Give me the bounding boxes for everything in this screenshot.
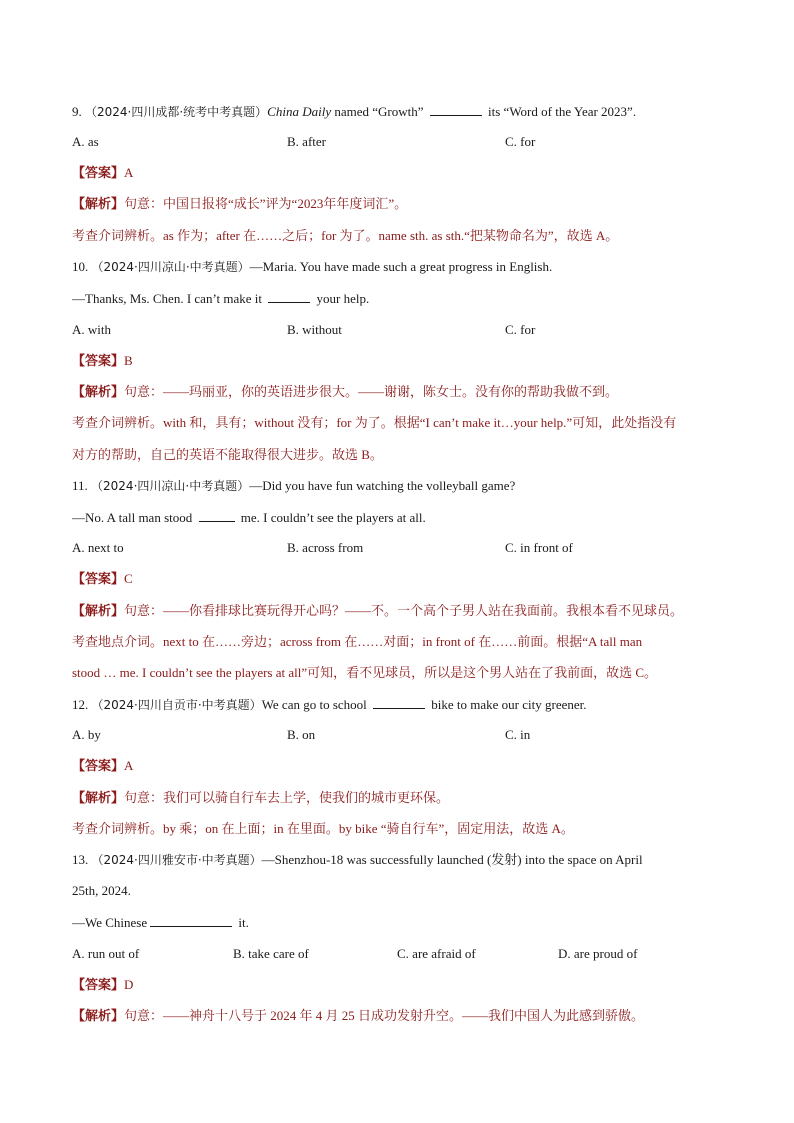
question-9-stem	[72, 103, 636, 120]
answer-blank	[373, 696, 425, 709]
analysis-text: 对方的帮助，自己的英语不能取得很大进步。故选 B。	[72, 447, 383, 462]
question-11-reply	[72, 509, 426, 526]
question-text: 25th, 2024.	[72, 883, 131, 898]
question-text: —Shenzhou-18 was successfully launched (发射) into the space on April	[261, 852, 643, 867]
question-13-reply	[72, 914, 249, 931]
analysis-line	[72, 384, 618, 401]
question-10-reply	[72, 290, 369, 307]
question-source: （2024·四川凉山·中考真题）	[91, 260, 250, 274]
analysis-tag: 【解析】	[72, 197, 125, 212]
question-number: 11.	[72, 478, 88, 493]
option-b: B. without	[287, 322, 342, 337]
question-number: 10.	[72, 259, 89, 274]
question-text: it.	[235, 915, 249, 930]
question-text: —Thanks, Ms. Chen. I can’t make it	[72, 291, 266, 306]
option-c: C. for	[505, 134, 536, 149]
answer-value: A	[124, 165, 134, 180]
answer-blank	[268, 290, 310, 303]
analysis-text: 句意：我们可以骑自行车去上学，使我们的城市更环保。	[124, 790, 450, 805]
question-number: 12.	[72, 697, 89, 712]
analysis-text: 句意：——神舟十八号于 2024 年 4 月 25 日成功发射升空。——我们中国人为此感到骄傲。	[124, 1008, 645, 1023]
question-text-italic: China Daily	[267, 104, 332, 119]
question-13-stem	[72, 852, 643, 868]
question-text: —We Chinese	[72, 915, 148, 930]
answer-tag: 【答案】	[72, 572, 125, 587]
analysis-tag: 【解析】	[72, 1009, 125, 1024]
question-text: bike to make our city greener.	[428, 697, 587, 712]
answer-tag: 【答案】	[72, 759, 125, 774]
answer-line	[72, 353, 133, 370]
question-source: （2024·四川成都·统考中考真题）	[85, 105, 268, 119]
answer-line	[72, 977, 133, 994]
option-d: D. are proud of	[558, 946, 638, 961]
question-text: me. I couldn’t see the players at all.	[237, 510, 426, 525]
answer-value: D	[124, 977, 134, 992]
analysis-tag: 【解析】	[72, 385, 125, 400]
answer-value: C	[124, 571, 133, 586]
analysis-line	[72, 603, 683, 620]
analysis-text: 考查介词辨析。with 和，具有；without 没有；for 为了。根据“I can’t make it…your help.”可知，此处指没有	[72, 415, 677, 430]
analysis-text: 考查介词辨析。as 作为；after 在……之后；for 为了。name sth. as sth.“把某物命名为”，故选 A。	[72, 228, 619, 243]
answer-tag: 【答案】	[72, 166, 125, 181]
option-c: C. for	[505, 322, 536, 337]
option-b: B. across from	[287, 540, 364, 555]
option-a: A. next to	[72, 540, 124, 555]
option-b: B. on	[287, 727, 316, 742]
analysis-text: stood … me. I couldn’t see the players at all”可知，看不见球员，所以是这个男人站在了我前面，故选 C。	[72, 665, 658, 680]
answer-blank	[430, 103, 482, 116]
question-number: 9.	[72, 104, 82, 119]
analysis-text: 句意：——你看排球比赛玩得开心吗？——不。一个高个子男人站在我面前。我根本看不见球员。	[124, 603, 684, 618]
answer-value: B	[124, 353, 133, 368]
question-text: —No. A tall man stood	[72, 510, 196, 525]
question-text: We can go to school	[261, 697, 371, 712]
analysis-line	[72, 1008, 644, 1025]
question-11-stem	[72, 478, 515, 494]
answer-value: A	[124, 758, 134, 773]
analysis-text: 句意：中国日报将“成长”评为“2023年年度词汇”。	[124, 196, 408, 211]
question-text: your help.	[313, 291, 370, 306]
question-number: 13.	[72, 852, 89, 867]
option-c: C. are afraid of	[397, 946, 476, 961]
answer-line	[72, 571, 133, 588]
question-10-stem	[72, 259, 552, 275]
question-text: its “Word of the Year 2023”.	[484, 104, 637, 119]
question-source: （2024·四川自贡市·中考真题）	[91, 698, 262, 712]
question-source: （2024·四川雅安市·中考真题）	[91, 853, 262, 867]
question-text: —Maria. You have made such a great progress in English.	[249, 259, 553, 274]
answer-tag: 【答案】	[72, 978, 125, 993]
question-text: —Did you have fun watching the volleyball game?	[249, 478, 516, 493]
question-source: （2024·四川凉山·中考真题）	[91, 479, 250, 493]
answer-blank	[150, 914, 232, 927]
answer-line	[72, 165, 133, 182]
option-c: C. in front of	[505, 540, 573, 555]
analysis-tag: 【解析】	[72, 604, 125, 619]
option-c: C. in	[505, 727, 531, 742]
option-a: A. run out of	[72, 946, 140, 961]
option-b: B. after	[287, 134, 326, 149]
option-a: A. by	[72, 727, 101, 742]
answer-line	[72, 758, 133, 775]
analysis-text: 考查地点介词。next to 在……旁边；across from 在……对面；in front of 在……前面。根据“A tall man	[72, 634, 643, 649]
option-b: B. take care of	[233, 946, 309, 961]
question-12-stem	[72, 696, 587, 713]
question-text: named “Growth”	[331, 104, 427, 119]
analysis-tag: 【解析】	[72, 791, 125, 806]
option-a: A. with	[72, 322, 111, 337]
analysis-text: 考查介词辨析。by 乘；on 在上面；in 在里面。by bike “骑自行车”，固定用法，故选 A。	[72, 821, 574, 836]
analysis-line	[72, 790, 449, 807]
answer-tag: 【答案】	[72, 354, 125, 369]
option-a: A. as	[72, 134, 99, 149]
analysis-line	[72, 196, 407, 213]
answer-blank	[199, 509, 235, 522]
analysis-text: 句意：——玛丽亚，你的英语进步很大。——谢谢，陈女士。没有你的帮助我做不到。	[124, 384, 619, 399]
